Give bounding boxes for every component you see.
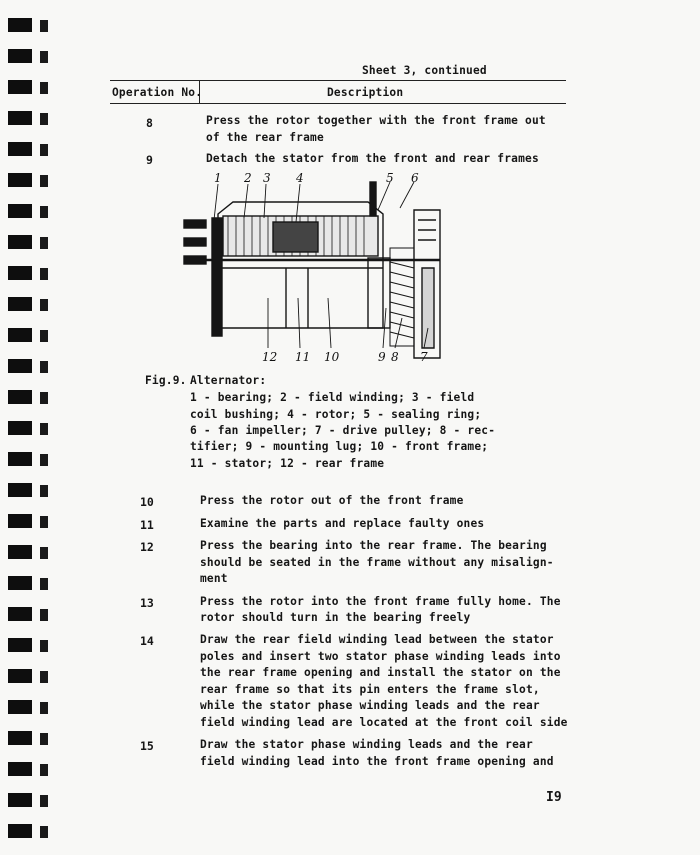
binding-loop [8,111,32,125]
binding-hole [40,609,48,621]
binding-hole [40,578,48,590]
callout-1: 1 [214,171,222,185]
binding-hole [40,423,48,435]
binding-hole [40,547,48,559]
binding-loop [8,483,32,497]
figure-legend-line: 1 - bearing; 2 - field winding; 3 - field [190,391,475,404]
operation-description-line: rotor should turn in the bearing freely [200,611,471,624]
alternator-figure [178,168,478,368]
binding-loop [8,235,32,249]
operation-number: 12 [140,540,154,554]
binding-hole [40,485,48,497]
operation-number: 9 [146,153,153,167]
description-header: Description [327,86,404,99]
operation-description-line: rear frame so that its pin enters the frame slot, [200,683,540,696]
binding-hole [40,330,48,342]
binding-loop [8,638,32,652]
binding-loop [8,607,32,621]
binding-hole [40,764,48,776]
operation-number: 10 [140,495,154,509]
operation-description-line: Press the bearing into the rear frame. The bearing [200,539,547,552]
operation-description-line: Draw the stator phase winding leads and the rear [200,738,533,751]
header-top-rule [110,80,566,81]
callout-7: 7 [420,350,428,364]
alternator-drawing [184,182,440,358]
binding-hole [40,392,48,404]
operation-description-line: should be seated in the frame without any misalign- [200,556,554,569]
operation-number: 15 [140,739,154,753]
spiral-binding [0,0,62,855]
callout-2: 2 [244,171,252,185]
operation-number: 11 [140,518,154,532]
binding-hole [40,20,48,32]
binding-loop [8,452,32,466]
binding-loop [8,514,32,528]
operation-description-line: ment [200,572,228,585]
operation-number: 8 [146,116,153,130]
binding-loop [8,297,32,311]
binding-hole [40,113,48,125]
callout-12: 12 [262,350,278,364]
binding-loop [8,669,32,683]
operation-description-line: poles and insert two stator phase winding leads into [200,650,561,663]
operation-description-line: field winding lead are located at the front coil side [200,716,568,729]
binding-loop [8,545,32,559]
callout-11: 11 [295,350,311,364]
binding-hole [40,299,48,311]
binding-hole [40,733,48,745]
figure-legend-line: 6 - fan impeller; 7 - drive pulley; 8 - rec- [190,424,496,437]
operation-description-line: Draw the rear field winding lead between the stator [200,633,554,646]
operation-number: 14 [140,634,154,648]
figure-legend-line: tifier; 9 - mounting lug; 10 - front frame; [190,440,489,453]
binding-loop [8,18,32,32]
operation-description-line: the rear frame opening and install the stator on the [200,666,561,679]
figure-legend-line: coil bushing; 4 - rotor; 5 - sealing ring; [190,408,482,421]
binding-hole [40,144,48,156]
callout-8: 8 [391,350,399,364]
callout-4: 4 [296,171,304,185]
binding-loop [8,142,32,156]
binding-hole [40,826,48,838]
callout-10: 10 [324,350,340,364]
page-number: I9 [546,790,562,805]
operation-description-line: Examine the parts and replace faulty ones [200,517,485,530]
binding-loop [8,173,32,187]
callout-6: 6 [411,171,419,185]
header-bottom-rule [110,103,566,104]
operation-description-line: Press the rotor out of the front frame [200,494,464,507]
binding-loop [8,762,32,776]
binding-hole [40,454,48,466]
operation-description-line: while the stator phase winding leads and the rear [200,699,540,712]
binding-loop [8,49,32,63]
binding-loop [8,80,32,94]
binding-loop [8,359,32,373]
binding-hole [40,361,48,373]
operation-description-line: Detach the stator from the front and rear frames [206,152,539,165]
binding-hole [40,795,48,807]
binding-loop [8,576,32,590]
figure-caption-label: Fig.9. [145,374,187,387]
binding-hole [40,51,48,63]
binding-loop [8,390,32,404]
callout-5: 5 [386,171,394,185]
binding-hole [40,268,48,280]
binding-hole [40,516,48,528]
binding-hole [40,237,48,249]
sheet-label: Sheet 3, continued [362,64,487,77]
binding-loop [8,421,32,435]
binding-hole [40,82,48,94]
figure-legend-line: 11 - stator; 12 - rear frame [190,457,385,470]
binding-loop [8,266,32,280]
binding-loop [8,824,32,838]
binding-hole [40,702,48,714]
callout-3: 3 [263,171,271,185]
binding-hole [40,640,48,652]
binding-loop [8,731,32,745]
binding-loop [8,700,32,714]
binding-hole [40,206,48,218]
binding-loop [8,328,32,342]
operation-description-line: Press the rotor together with the front frame out [206,114,546,127]
binding-loop [8,204,32,218]
operation-number: 13 [140,596,154,610]
binding-loop [8,793,32,807]
figure-caption-title: Alternator: [190,374,267,387]
operation-description-line: Press the rotor into the front frame fully home. The [200,595,561,608]
operation-description-line: of the rear frame [206,131,324,144]
operation-description-line: field winding lead into the front frame opening and [200,755,554,768]
binding-hole [40,175,48,187]
callout-9: 9 [378,350,386,364]
binding-hole [40,671,48,683]
operation-no-header: Operation No. [112,86,203,99]
